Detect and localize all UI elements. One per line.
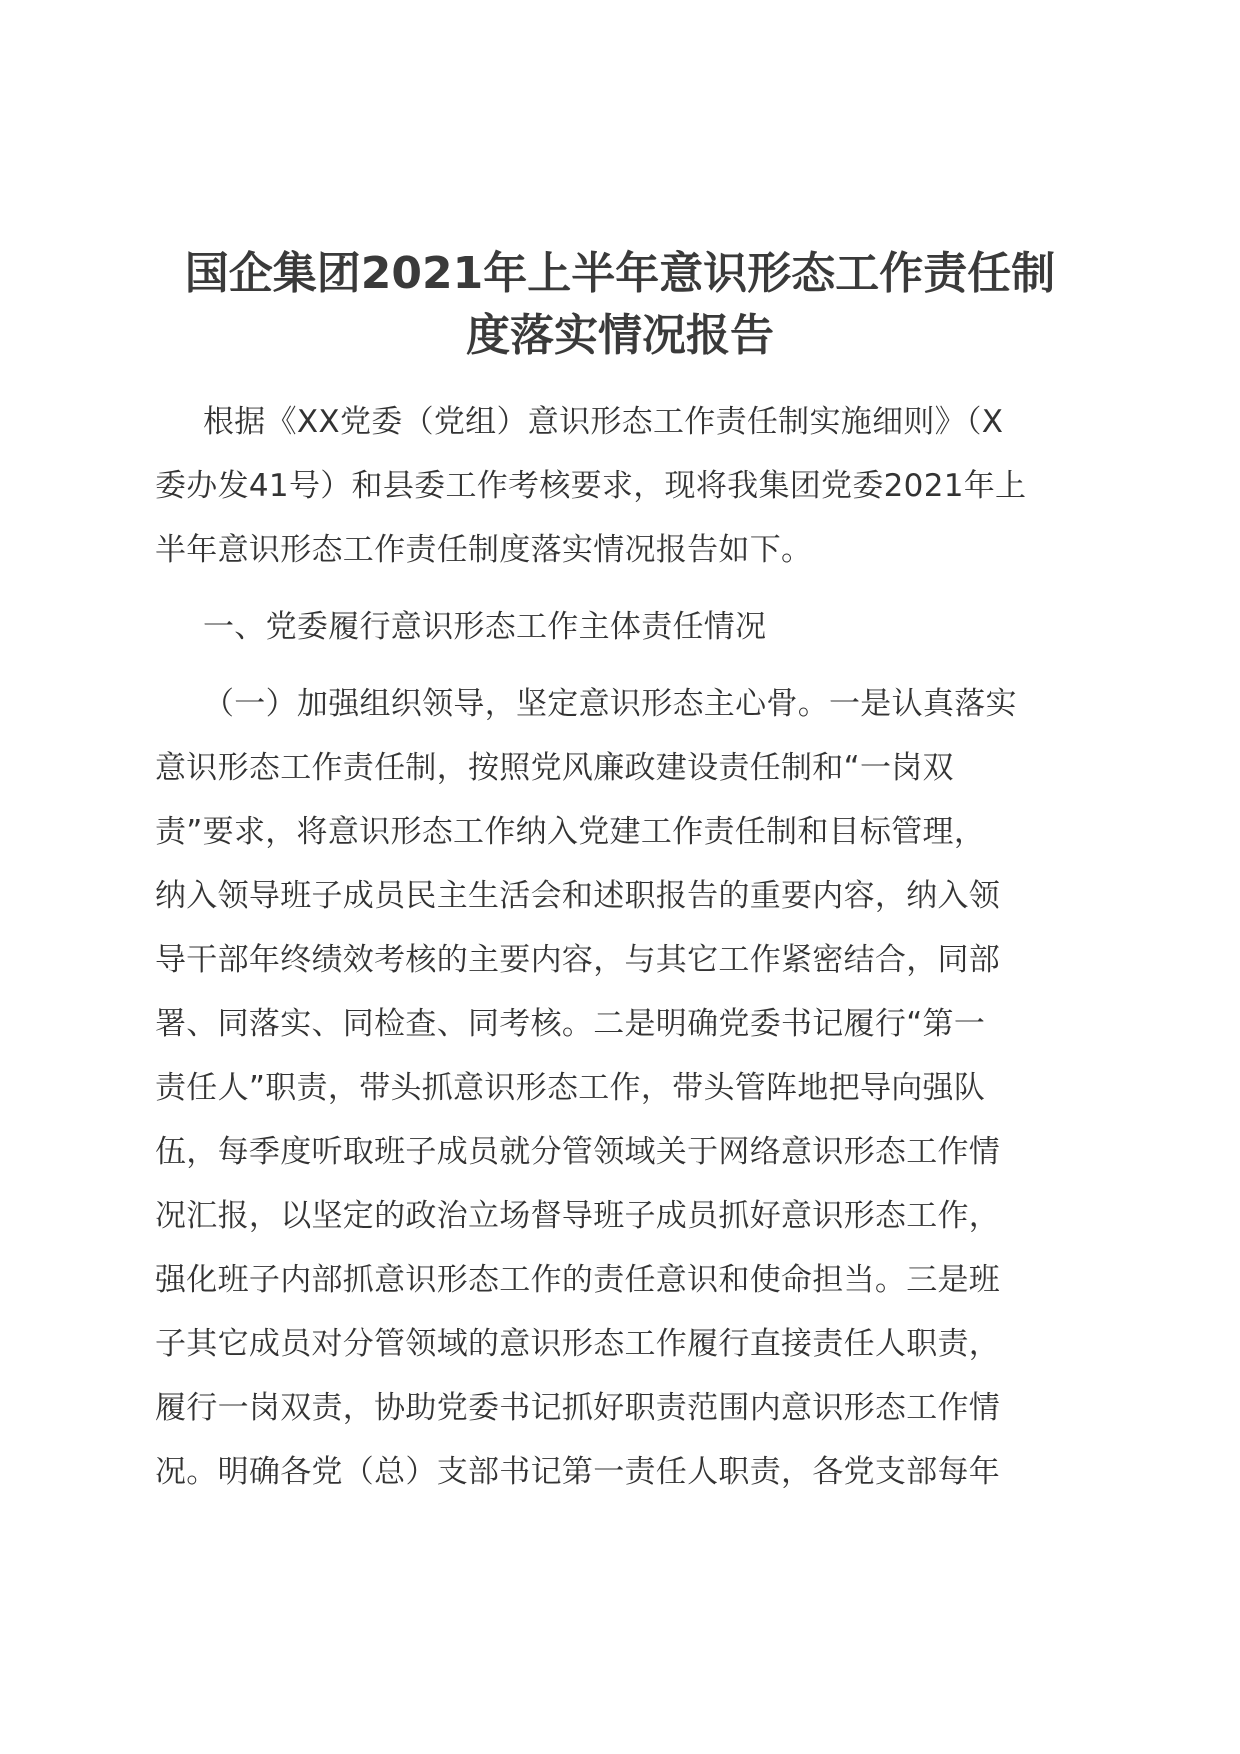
- section-heading-text: 一、党委履行意识形态工作主体责任情况: [203, 609, 767, 645]
- paragraph-line: （一）加强组织领导，坚定意识形态主心骨。一是认真落实: [203, 686, 1017, 722]
- paragraph-line: 况汇报，以坚定的政治立场督导班子成员抓好意识形态工作，: [155, 1198, 1001, 1234]
- section-heading: [155, 595, 1090, 659]
- paragraph-line: 责”要求，将意识形态工作纳入党建工作责任制和目标管理，: [155, 814, 986, 850]
- paragraph-line: 履行一岗双责，协助党委书记抓好职责范围内意识形态工作情: [155, 1390, 1001, 1426]
- document-body: [155, 390, 1090, 1504]
- intro-paragraph: [155, 390, 1090, 582]
- document-title: [150, 243, 1090, 367]
- title-line-2: 度落实情况报告: [466, 310, 774, 361]
- body-paragraph: [155, 672, 1090, 1504]
- paragraph-line: 根据《XX党委（党组）意识形态工作责任制实施细则》（X: [203, 404, 1004, 440]
- paragraph-line: 子其它成员对分管领域的意识形态工作履行直接责任人职责，: [155, 1326, 1001, 1362]
- paragraph-line: 委办发41号）和县委工作考核要求，现将我集团党委2021年上: [155, 468, 1027, 504]
- paragraph-line: 署、同落实、同检查、同考核。二是明确党委书记履行“第一: [155, 1006, 986, 1042]
- paragraph-line: 导干部年终绩效考核的主要内容，与其它工作紧密结合，同部: [155, 942, 1001, 978]
- paragraph-line: 伍，每季度听取班子成员就分管领域关于网络意识形态工作情: [155, 1134, 1001, 1170]
- title-line-1: 国企集团2021年上半年意识形态工作责任制: [184, 248, 1056, 299]
- paragraph-line: 意识形态工作责任制，按照党风廉政建设责任制和“一岗双: [155, 750, 954, 786]
- paragraph-line: 纳入领导班子成员民主生活会和述职报告的重要内容，纳入领: [155, 878, 1001, 914]
- paragraph-line: 况。明确各党（总）支部书记第一责任人职责，各党支部每年: [155, 1454, 1001, 1490]
- paragraph-line: 半年意识形态工作责任制度落实情况报告如下。: [155, 532, 813, 568]
- paragraph-line: 强化班子内部抓意识形态工作的责任意识和使命担当。三是班: [155, 1262, 1001, 1298]
- paragraph-line: 责任人”职责，带头抓意识形态工作，带头管阵地把导向强队: [155, 1070, 986, 1106]
